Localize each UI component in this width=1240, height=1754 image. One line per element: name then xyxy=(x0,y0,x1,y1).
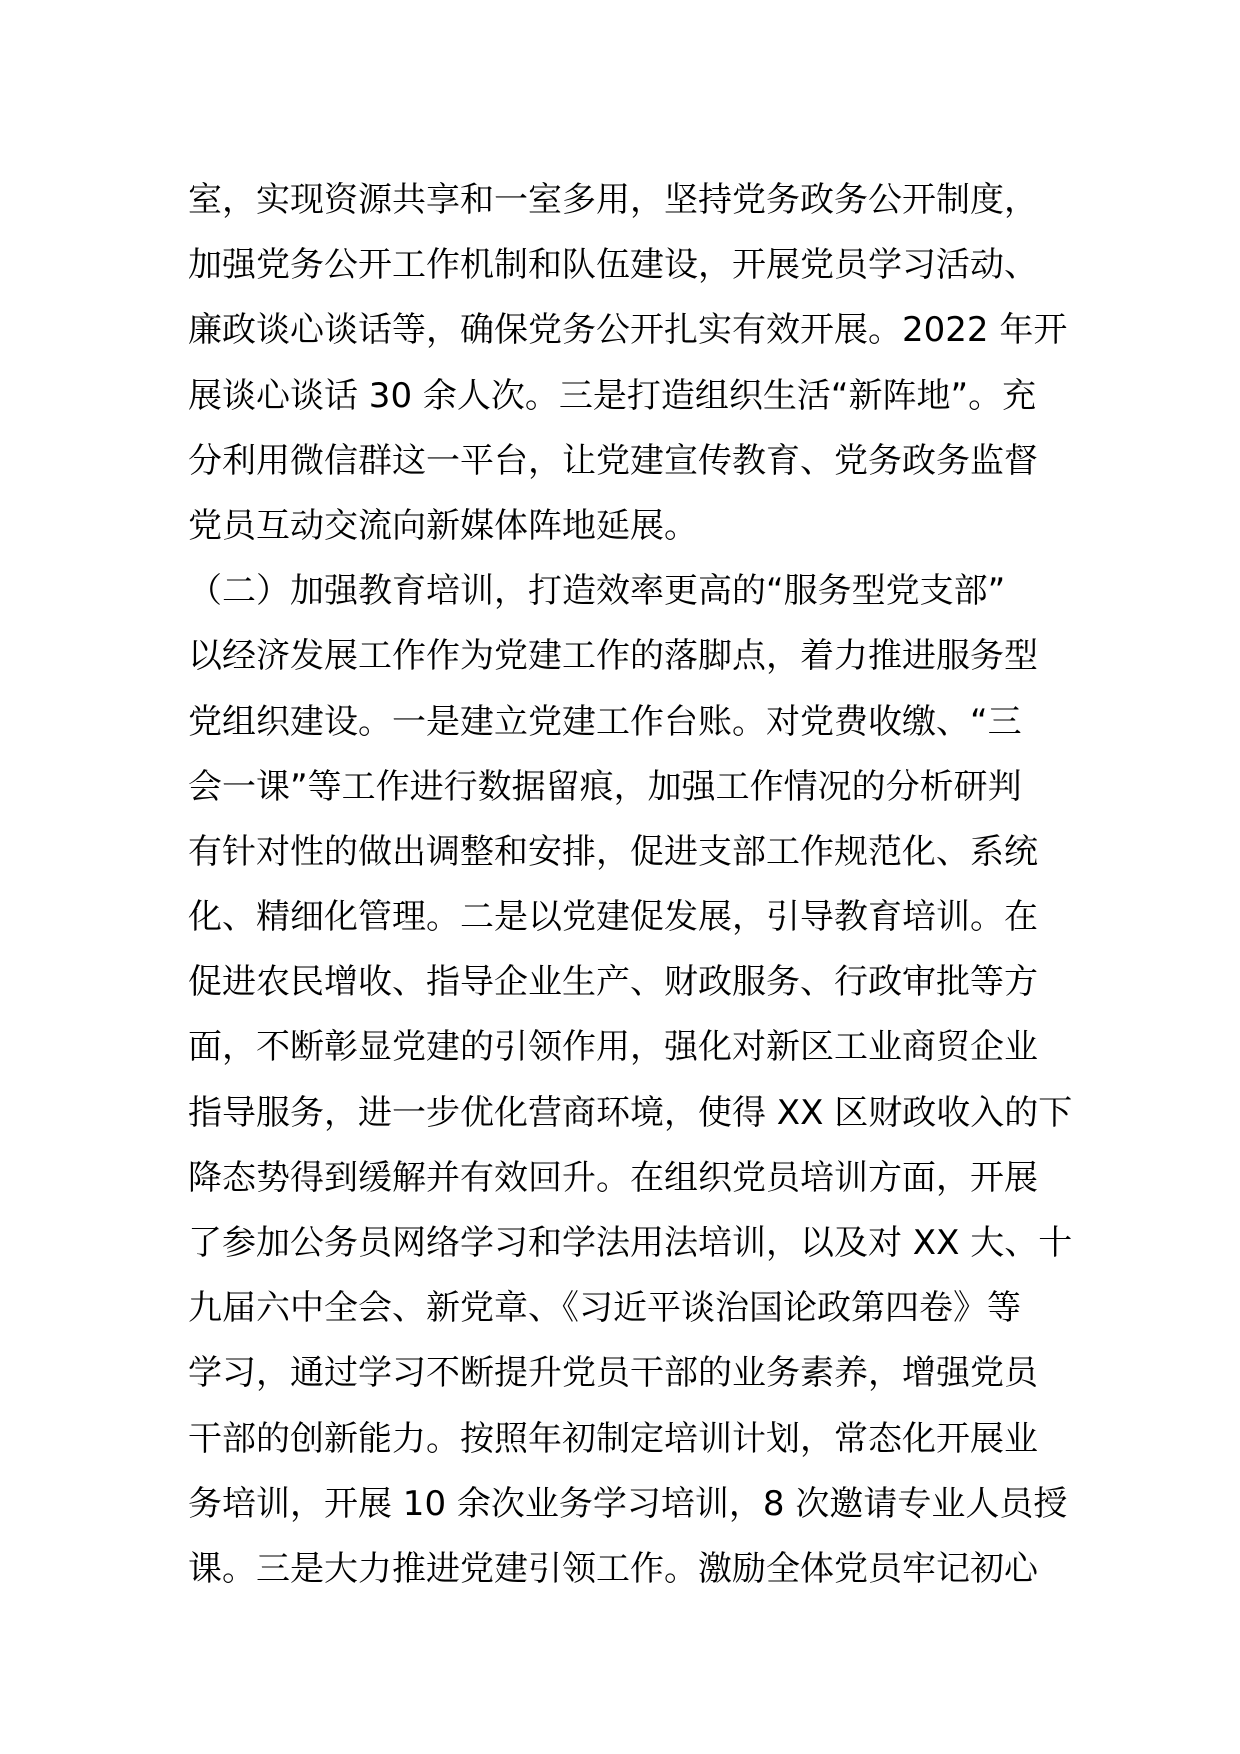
text-line: 展谈心谈话 30 余人次。三是打造组织生活“新阵地”。充 xyxy=(188,375,1037,416)
text-line: 化、精细化管理。二是以党建促发展，引导教育培训。在 xyxy=(188,897,1038,938)
text-line: 了参加公务员网络学习和学法用法培训，以及对 XX 大、十 xyxy=(188,1223,1073,1263)
text-line: 分利用微信群这一平台，让党建宣传教育、党务政务监督 xyxy=(188,440,1038,481)
text-line: 务培训，开展 10 余次业务学习培训，8 次邀请专业人员授 xyxy=(188,1483,1068,1524)
text-line: 九届六中全会、新党章、《习近平谈治国论政第四卷》等 xyxy=(188,1288,1021,1329)
text-line: 促进农民增收、指导企业生产、财政服务、行政审批等方 xyxy=(188,962,1038,1003)
section-heading: （二）加强教育培训，打造效率更高的“服务型党支部” xyxy=(188,571,1006,612)
text-line: 干部的创新能力。按照年初制定培训计划，常态化开展业 xyxy=(188,1418,1038,1459)
text-line: 党组织建设。一是建立党建工作台账。对党费收缴、“三 xyxy=(188,701,1022,742)
text-line: 室，实现资源共享和一室多用，坚持党务政务公开制度， xyxy=(188,180,1038,220)
text-line: 课。三是大力推进党建引领工作。激励全体党员牢记初心 xyxy=(188,1548,1038,1589)
body-text xyxy=(188,168,1073,1602)
text-line: 会一课”等工作进行数据留痕，加强工作情况的分析研判 xyxy=(188,766,1022,807)
text-line: 学习，通过学习不断提升党员干部的业务素养，增强党员 xyxy=(188,1353,1038,1394)
text-line: 降态势得到缓解并有效回升。在组织党员培训方面，开展 xyxy=(188,1157,1038,1198)
text-line: 指导服务，进一步优化营商环境，使得 XX 区财政收入的下 xyxy=(188,1092,1073,1133)
text-line: 面，不断彰显党建的引领作用，强化对新区工业商贸企业 xyxy=(188,1027,1038,1068)
text-line: 加强党务公开工作机制和队伍建设，开展党员学习活动、 xyxy=(188,245,1038,286)
text-line: 以经济发展工作作为党建工作的落脚点，着力推进服务型 xyxy=(188,636,1038,677)
text-line: 有针对性的做出调整和安排，促进支部工作规范化、系统 xyxy=(188,831,1038,872)
text-line: 廉政谈心谈话等，确保党务公开扎实有效开展。2022 年开 xyxy=(188,310,1068,351)
text-line: 党员互动交流向新媒体阵地延展。 xyxy=(188,505,698,546)
